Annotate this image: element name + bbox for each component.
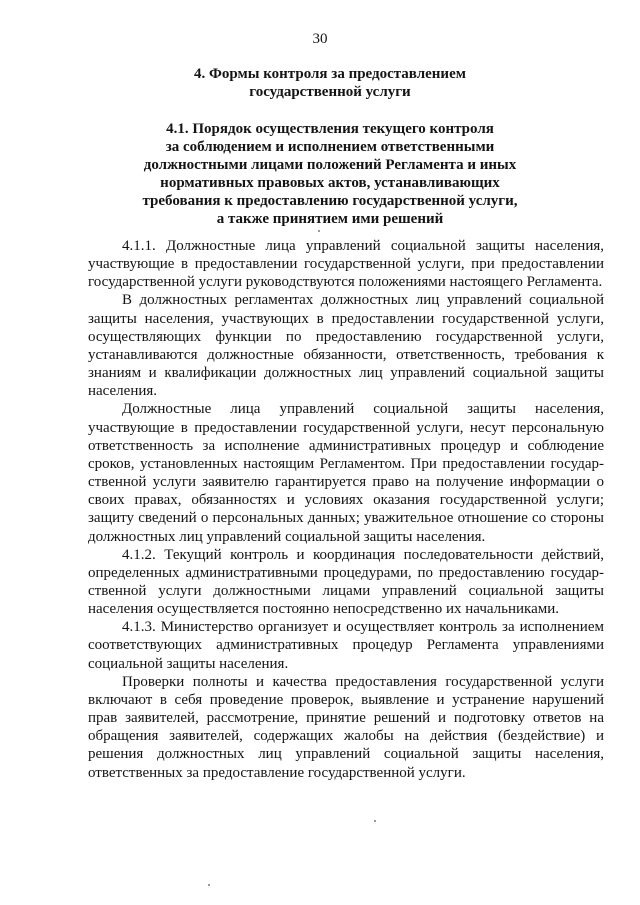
section-heading [100,65,560,101]
paragraph: 4.1.2. Текущий контроль и координация последовательности действий, определенных административными процедурами, по предоставлению государственной услуги должностными лицами управлений социальной защиты населения осуществляется постоянно непосредственно их начальниками. [88,546,604,618]
section-heading-line: 4. Формы контроля за предоставлением [194,66,466,82]
paragraph: Проверки полноты и качества предоставления государственной услуги включают в себя проведение проверок, выявление и устранение нарушений прав заявителей, рассмотрение, принятие решений и подготовку ответов на обращения заявителей, содержащих жалобы на действия (бездействие) и решения должностных лиц управлений социальной защиты населения, ответственных за предоставление государственной услуги. [88,673,604,781]
subsection-heading [100,120,560,228]
scan-speck [318,230,320,232]
subsection-heading-line: должностными лицами положений Регламента и иных [143,157,517,173]
scan-speck [374,820,376,822]
subsection-heading-line: а также принятием ими решений [216,211,444,227]
body-text [88,237,604,782]
subsection-heading-line: нормативных правовых актов, устанавливающих [160,175,500,191]
subsection-heading-line: за соблюдением и исполнением ответственными [165,139,495,155]
subsection-heading-line: 4.1. Порядок осуществления текущего контроля [166,121,494,137]
paragraph: В должностных регламентах должностных лиц управлений социальной защиты населения, участвующих в предоставлении государственной услуги, осуществляющих функции по предоставлению государственной услуги, устанавливаются должностные обязанности, ответственность, требования к знаниям и квалификации должностных лиц управлений социальной защиты населения. [88,292,604,400]
subsection-heading-line: требования к предоставлению государственной услуги, [142,193,518,209]
section-heading-line: государственной услуги [249,84,411,100]
scan-speck [208,884,210,886]
paragraph: 4.1.3. Министерство организует и осуществляет контроль за исполнением соответствующих административных процедур Регламента управлениями социальной защиты населения. [88,619,604,672]
paragraph: Должностные лица управлений социальной защиты населения, участвующие в предоставлении государственной услуги, несут персональную ответственность за исполнение административных процедур и соблюдение сроков, установленных настоящим Регламентом. При предоставлении государственной услуги заявителю гарантируется право на получение информации о своих правах, обязанностях и условиях оказания государственной услуги; защиту сведений о персональных данных; уважительное отношение со стороны должностных лиц управлений социальной защиты населения. [88,401,604,545]
paragraph: 4.1.1. Должностные лица управлений социальной защиты населения, участвующие в предоставлении государственной услуги, при предоставлении государственной услуги руководствуются положениями настоящего Регламента. [88,238,604,291]
page-number: 30 [312,31,328,47]
